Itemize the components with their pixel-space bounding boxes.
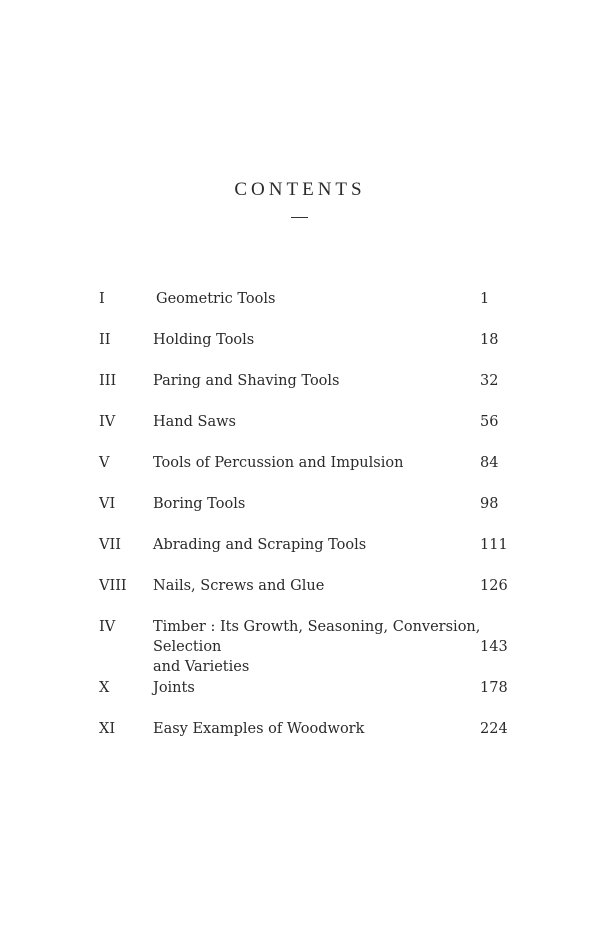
- page-number: 56: [480, 414, 499, 430]
- page-number: 178: [480, 680, 508, 696]
- chapter-number: I: [99, 291, 105, 307]
- chapter-number: VIII: [99, 578, 127, 594]
- chapter-title-line: Timber : Its Growth, Seasoning, Conversion, Selection: [153, 619, 481, 655]
- chapter-title: Geometric Tools: [156, 291, 276, 307]
- chapter-number: XI: [99, 721, 116, 737]
- toc-entry[interactable]: [0, 453, 600, 494]
- chapter-title: Holding Tools: [153, 332, 255, 348]
- page-number: 98: [480, 496, 499, 512]
- toc-entry[interactable]: [0, 576, 600, 617]
- chapter-title: Nails, Screws and Glue: [153, 578, 325, 594]
- chapter-title: Joints: [153, 680, 195, 696]
- chapter-title: Easy Examples of Woodwork: [153, 721, 365, 737]
- page-number: 111: [480, 537, 508, 553]
- page-number: 18: [480, 332, 499, 348]
- page-number: 224: [480, 721, 508, 737]
- page-title: CONTENTS: [234, 179, 366, 200]
- chapter-title: Boring Tools: [153, 496, 246, 512]
- toc-entry[interactable]: [0, 678, 600, 719]
- chapter-number: II: [99, 332, 111, 348]
- title-rule: [291, 217, 308, 218]
- chapter-title: [153, 617, 518, 677]
- chapter-number: IV: [99, 414, 116, 430]
- chapter-title: Abrading and Scraping Tools: [153, 537, 367, 553]
- toc-entry[interactable]: [0, 535, 600, 576]
- page-number: 126: [480, 578, 508, 594]
- toc-entry[interactable]: [0, 719, 600, 760]
- chapter-title: Paring and Shaving Tools: [153, 373, 340, 389]
- chapter-title-line: and Varieties: [153, 659, 250, 675]
- page-number: 1: [480, 291, 490, 307]
- table-of-contents: [0, 289, 600, 760]
- chapter-title: Hand Saws: [153, 414, 236, 430]
- toc-entry[interactable]: [0, 371, 600, 412]
- toc-entry[interactable]: [0, 289, 600, 330]
- toc-entry[interactable]: [0, 412, 600, 453]
- chapter-number: V: [99, 455, 110, 471]
- toc-entry[interactable]: [0, 494, 600, 535]
- chapter-number: IV: [99, 619, 116, 635]
- chapter-number: III: [99, 373, 117, 389]
- page-number: 84: [480, 455, 499, 471]
- chapter-number: X: [99, 680, 110, 696]
- page-number: 32: [480, 373, 499, 389]
- chapter-number: VII: [99, 537, 121, 553]
- chapter-number: VI: [99, 496, 116, 512]
- toc-entry[interactable]: [0, 617, 600, 678]
- chapter-title: Tools of Percussion and Impulsion: [153, 455, 404, 471]
- page-number: 143: [480, 639, 508, 655]
- toc-entry[interactable]: [0, 330, 600, 371]
